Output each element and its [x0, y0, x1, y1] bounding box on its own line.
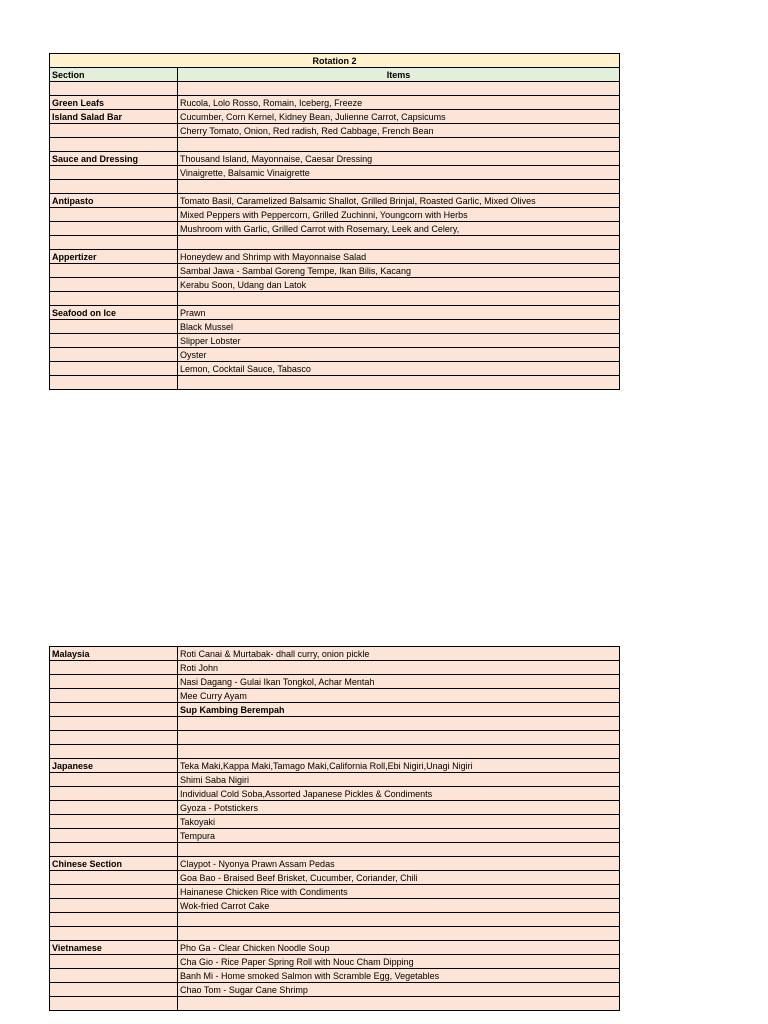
table-row	[50, 927, 620, 941]
items-cell	[178, 927, 620, 941]
table-row	[50, 829, 620, 843]
items-cell: Roti Canai & Murtabak- dhall curry, onion pickle	[178, 647, 620, 661]
section-cell	[50, 166, 178, 180]
table-row	[50, 983, 620, 997]
table-row	[50, 997, 620, 1011]
table-title-row	[50, 54, 620, 68]
items-cell: Cha Gio - Rice Paper Spring Roll with Nouc Cham Dipping	[178, 955, 620, 969]
section-cell	[50, 138, 178, 152]
section-cell	[50, 334, 178, 348]
table-row	[50, 661, 620, 675]
section-cell	[50, 815, 178, 829]
table-row	[50, 348, 620, 362]
table-row	[50, 138, 620, 152]
header-items: Items	[178, 68, 620, 82]
items-cell: Mushroom with Garlic, Grilled Carrot with Rosemary, Leek and Celery,	[178, 222, 620, 236]
items-cell: Goa Bao - Braised Beef Brisket, Cucumber, Coriander, Chili	[178, 871, 620, 885]
table-row	[50, 689, 620, 703]
table-row	[50, 278, 620, 292]
items-cell	[178, 82, 620, 96]
section-cell	[50, 675, 178, 689]
items-cell: Nasi Dagang - Gulai Ikan Tongkol, Achar Mentah	[178, 675, 620, 689]
table-row	[50, 969, 620, 983]
table-row	[50, 96, 620, 110]
section-cell	[50, 745, 178, 759]
table-row	[50, 180, 620, 194]
items-cell	[178, 292, 620, 306]
table-row	[50, 647, 620, 661]
section-cell	[50, 362, 178, 376]
table-row	[50, 731, 620, 745]
items-cell: Wok-fried Carrot Cake	[178, 899, 620, 913]
cuisine-table	[49, 646, 620, 1011]
section-cell: Appertizer	[50, 250, 178, 264]
items-cell	[178, 843, 620, 857]
items-cell	[178, 731, 620, 745]
items-cell: Sup Kambing Berempah	[178, 703, 620, 717]
table-row	[50, 306, 620, 320]
section-cell	[50, 969, 178, 983]
table-row	[50, 871, 620, 885]
table-row	[50, 885, 620, 899]
table-row	[50, 334, 620, 348]
section-cell	[50, 82, 178, 96]
items-cell: Mee Curry Ayam	[178, 689, 620, 703]
items-cell: Lemon, Cocktail Sauce, Tabasco	[178, 362, 620, 376]
items-cell: Oyster	[178, 348, 620, 362]
section-cell: Island Salad Bar	[50, 110, 178, 124]
section-cell	[50, 913, 178, 927]
items-cell: Banh Mi - Home smoked Salmon with Scramble Egg, Vegetables	[178, 969, 620, 983]
items-cell: Sambal Jawa - Sambal Goreng Tempe, Ikan Bilis, Kacang	[178, 264, 620, 278]
table-row	[50, 124, 620, 138]
table-row	[50, 208, 620, 222]
items-cell: Gyoza - Potstickers	[178, 801, 620, 815]
section-cell: Japanese	[50, 759, 178, 773]
items-cell: Tempura	[178, 829, 620, 843]
table-row	[50, 717, 620, 731]
section-cell	[50, 885, 178, 899]
table-row	[50, 152, 620, 166]
section-cell	[50, 222, 178, 236]
items-cell: Slipper Lobster	[178, 334, 620, 348]
items-cell	[178, 236, 620, 250]
section-cell	[50, 320, 178, 334]
items-cell: Chao Tom - Sugar Cane Shrimp	[178, 983, 620, 997]
section-cell	[50, 703, 178, 717]
table-row	[50, 675, 620, 689]
table-row	[50, 955, 620, 969]
items-cell: Mixed Peppers with Peppercorn, Grilled Zuchinni, Youngcorn with Herbs	[178, 208, 620, 222]
table-row	[50, 110, 620, 124]
section-cell	[50, 124, 178, 138]
section-cell	[50, 871, 178, 885]
table-row	[50, 82, 620, 96]
section-cell: Seafood on Ice	[50, 306, 178, 320]
section-cell	[50, 997, 178, 1011]
section-cell	[50, 927, 178, 941]
section-cell: Antipasto	[50, 194, 178, 208]
table-title: Rotation 2	[50, 54, 620, 68]
items-cell: Roti John	[178, 661, 620, 675]
header-section: Section	[50, 68, 178, 82]
table-row	[50, 292, 620, 306]
section-cell	[50, 208, 178, 222]
items-cell: Pho Ga - Clear Chicken Noodle Soup	[178, 941, 620, 955]
table-row	[50, 745, 620, 759]
items-cell: Tomato Basil, Caramelized Balsamic Shallot, Grilled Brinjal, Roasted Garlic, Mixed Olives	[178, 194, 620, 208]
section-cell: Malaysia	[50, 647, 178, 661]
section-cell	[50, 731, 178, 745]
section-cell	[50, 278, 178, 292]
section-cell	[50, 348, 178, 362]
table-header-row	[50, 68, 620, 82]
table-row	[50, 801, 620, 815]
items-cell: Hainanese Chicken Rice with Condiments	[178, 885, 620, 899]
table-row	[50, 703, 620, 717]
table-row	[50, 222, 620, 236]
items-cell: Black Mussel	[178, 320, 620, 334]
rotation-table	[49, 53, 620, 390]
items-cell: Teka Maki,Kappa Maki,Tamago Maki,California Roll,Ebi Nigiri,Unagi Nigiri	[178, 759, 620, 773]
items-cell	[178, 997, 620, 1011]
section-cell: Sauce and Dressing	[50, 152, 178, 166]
items-cell: Cherry Tomato, Onion, Red radish, Red Cabbage, French Bean	[178, 124, 620, 138]
table-row	[50, 857, 620, 871]
items-cell: Rucola, Lolo Rosso, Romain, Iceberg, Freeze	[178, 96, 620, 110]
table-row	[50, 236, 620, 250]
section-cell	[50, 717, 178, 731]
items-cell	[178, 913, 620, 927]
items-cell	[178, 180, 620, 194]
section-cell	[50, 661, 178, 675]
table-row	[50, 913, 620, 927]
items-cell	[178, 376, 620, 390]
items-cell: Thousand Island, Mayonnaise, Caesar Dressing	[178, 152, 620, 166]
items-cell: Shimi Saba Nigiri	[178, 773, 620, 787]
table-row	[50, 362, 620, 376]
section-cell	[50, 689, 178, 703]
table-row	[50, 899, 620, 913]
section-cell	[50, 829, 178, 843]
items-cell	[178, 717, 620, 731]
table-row	[50, 787, 620, 801]
section-cell	[50, 787, 178, 801]
table-row	[50, 264, 620, 278]
table-row	[50, 250, 620, 264]
section-cell	[50, 264, 178, 278]
items-cell	[178, 138, 620, 152]
items-cell: Takoyaki	[178, 815, 620, 829]
section-cell	[50, 180, 178, 194]
section-cell	[50, 983, 178, 997]
items-cell: Kerabu Soon, Udang dan Latok	[178, 278, 620, 292]
table-row	[50, 843, 620, 857]
items-cell: Cucumber, Corn Kernel, Kidney Bean, Julienne Carrot, Capsicums	[178, 110, 620, 124]
items-cell: Prawn	[178, 306, 620, 320]
table-row	[50, 941, 620, 955]
items-cell: Individual Cold Soba,Assorted Japanese Pickles & Condiments	[178, 787, 620, 801]
section-cell	[50, 292, 178, 306]
table-row	[50, 376, 620, 390]
section-cell	[50, 801, 178, 815]
section-cell	[50, 843, 178, 857]
section-cell	[50, 955, 178, 969]
items-cell	[178, 745, 620, 759]
table-row	[50, 320, 620, 334]
section-cell	[50, 376, 178, 390]
table-row	[50, 815, 620, 829]
section-cell: Vietnamese	[50, 941, 178, 955]
table-row	[50, 773, 620, 787]
items-cell: Claypot - Nyonya Prawn Assam Pedas	[178, 857, 620, 871]
table-row	[50, 759, 620, 773]
items-cell: Vinaigrette, Balsamic Vinaigrette	[178, 166, 620, 180]
section-cell: Green Leafs	[50, 96, 178, 110]
table-row	[50, 166, 620, 180]
table-row	[50, 194, 620, 208]
section-cell: Chinese Section	[50, 857, 178, 871]
section-cell	[50, 236, 178, 250]
items-cell: Honeydew and Shrimp with Mayonnaise Salad	[178, 250, 620, 264]
section-cell	[50, 773, 178, 787]
section-cell	[50, 899, 178, 913]
